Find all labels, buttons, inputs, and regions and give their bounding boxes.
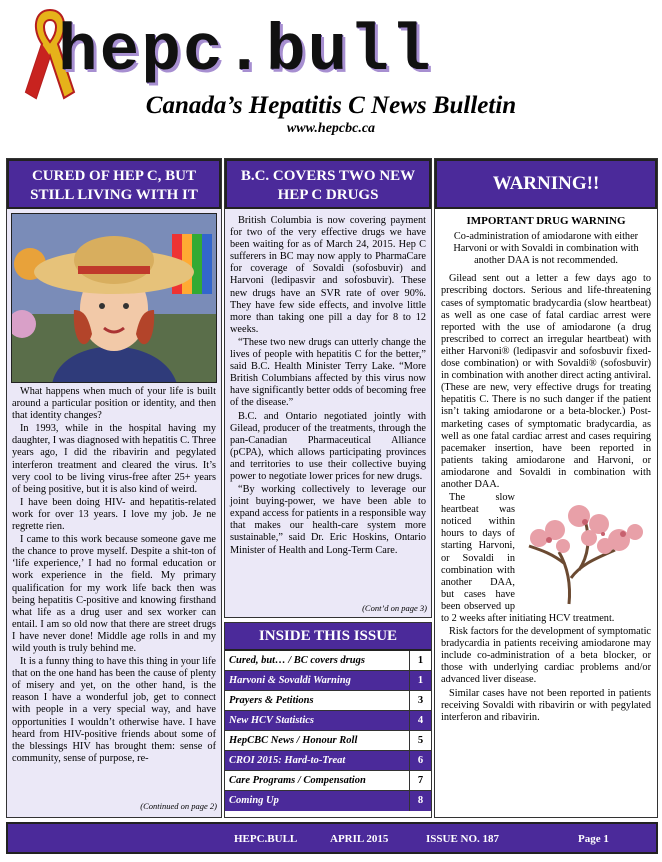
article-bc-para: B.C. and Ontario negotiated jointly with Gilead, producer of the treatments, through the pan-Canadian Pharmaceutical Alliance (pCPA), which allows participating provinces and territories to use their collective buying power to negotiate lower prices for new drugs.: [230, 410, 426, 482]
footer-page: Page 1: [578, 833, 609, 845]
toc-page: 8: [409, 791, 431, 811]
toc-row[interactable]: [225, 751, 431, 771]
footer-name: HEPC.BULL: [234, 833, 298, 845]
article-bc-para: British Columbia is now covering payment for two of the very effective drugs we have been waiting for as of March 24, 2015. Hep C sufferers in BC may now apply to PharmaCare for coverage of Sovaldi (sofosbuvir) and Harvoni (ledipasvir and sofosbuvir). These new drugs have an SVR rate of over 90%. They have few side effects, and involve little more than taking one pill a day for 8 to 12 weeks.: [230, 215, 426, 335]
article-cured-para: It is a funny thing to have this thing in your life that on the one hand has been the cause of plenty of misery and yet, on the other hand, is the reason I have a wonderful job, get to connect with people in a very special way, and have opportunities I wouldn’t otherwise have. I have heard from HIV-positive friends about some of the blessings HIV has brought them: sense of community, sense of purpose, re-: [12, 656, 216, 764]
article-cured-headline: CURED OF HEP C, BUT STILL LIVING WITH IT: [7, 159, 221, 209]
toc-page: 1: [409, 651, 431, 670]
continued-note: (Continued on page 2): [140, 801, 217, 811]
blossom-tree-icon: [519, 494, 651, 606]
article-warning: [434, 158, 658, 818]
article-cured-body: [7, 386, 221, 765]
toc-page: 4: [409, 711, 431, 730]
toc-row[interactable]: [225, 671, 431, 691]
toc-row[interactable]: [225, 651, 431, 671]
article-bc-para: “These two new drugs can utterly change the lives of people with hepatitis C for the better,” said B.C. Health Minister Terry Lake. “More British Columbians affected by this virus now have significantly better odds of becoming free of the disease.”: [230, 336, 426, 409]
toc-label: CROI 2015: Hard-to-Treat: [229, 755, 346, 766]
article-cured-para: I have been doing HIV- and hepatitis-related work for over 13 years. I love my job. Je ne regrette rien.: [12, 496, 216, 533]
warning-subhead: IMPORTANT DRUG WARNING: [466, 215, 626, 227]
toc-page: 1: [409, 671, 431, 690]
warning-lead: Co-administration of amiodarone with either Harvoni or with Sovaldi in combination with another DAA is not recommended.: [453, 231, 639, 267]
footer-issue: ISSUE NO. 187: [426, 833, 500, 845]
toc-page: 7: [409, 771, 431, 790]
footer-date: APRIL 2015: [330, 833, 389, 845]
toc-row[interactable]: [225, 711, 431, 731]
article-warning-headline: WARNING!!: [435, 159, 657, 209]
toc-label: HepCBC News / Honour Roll: [229, 735, 358, 746]
toc-label: New HCV Statistics: [229, 715, 314, 726]
toc-label: Coming Up: [229, 795, 279, 806]
toc-label: Care Programs / Compensation: [229, 775, 366, 786]
toc-row[interactable]: [225, 731, 431, 751]
page-footer: [6, 822, 658, 854]
article-warning-body: [435, 209, 657, 724]
woman-in-sunhat-image: [12, 214, 217, 383]
article-bc-body: [225, 209, 431, 557]
toc-row[interactable]: [225, 691, 431, 711]
article-warning-para: Risk factors for the development of symptomatic bradycardia in patients receiving amiodarone may include co-administration of a beta blocker, or those with underlying cardiac problems and/or advanced liver disease.: [441, 626, 651, 686]
toc-row[interactable]: [225, 771, 431, 791]
toc-label: Harvoni & Sovaldi Warning: [229, 675, 351, 686]
article-bc-covers: [224, 158, 432, 618]
article-bc-headline: B.C. COVERS TWO NEW HEP C DRUGS: [225, 159, 431, 209]
continued-note: (Cont’d on page 3): [362, 603, 427, 613]
toc-page: 6: [409, 751, 431, 770]
article-cured-para: What happens when much of your life is built around a particular position or identity, and then that identity changes?: [12, 386, 216, 422]
article-cured-para: In 1993, while in the hospital having my daughter, I was diagnosed with hepatitis C. Three years ago, I did the ribavirin and pegylated interferon treatment and cleared the virus. It’s very cool to be living virus-free after 25+ years of being positive, but it is also kind of weird.: [12, 423, 216, 495]
inside-this-issue: [224, 622, 432, 818]
masthead-url[interactable]: www.hepcbc.ca: [286, 121, 376, 136]
article-warning-para: Similar cases have not been reported in patients receiving Sovaldi with ribavirin or with pegylated interferon and ribavirin.: [441, 687, 651, 723]
toc-label: Prayers & Petitions: [229, 695, 314, 706]
article-warning-para: The slow heartbeat was noticed within hours to days of starting Harvoni, or Sovaldi in combination with another DAA, but cases have been observed up to 2 weeks after initiating HCV treatment.: [441, 492, 615, 624]
masthead-subtitle: Canada’s Hepatitis C News Bulletin: [145, 92, 517, 119]
masthead-title: hepc.bull: [58, 14, 433, 89]
article-cured: [6, 158, 222, 818]
author-photo: [11, 213, 217, 383]
masthead: [0, 0, 662, 150]
article-bc-para: “By working collectively to leverage our joint buying-power, we have been able to expand access for patients in a responsible way that makes our health-care system more sustainable,” said Dr. Eric Hoskins, Ontario Minister of Health and Long-Term Care.: [230, 484, 426, 556]
inside-title: INSIDE THIS ISSUE: [225, 623, 431, 651]
toc-page: 3: [409, 691, 431, 710]
article-warning-para: Gilead sent out a letter a few days ago to prescribing doctors. Serious and life-threatening cases of symptomatic bradycardia (slow heartbeat) as well as one case of fatal cardiac arrest were reported with the use of amiodarone (a drug prescribed to correct an irregular heartbeat) with either Harvoni® (ledipasvir and sofosbuvir fixed-dose combination) or with Sovaldi® (sofosbuvir) in combination with another direct acting antiviral. (These are new, very effective drugs for treating hepatitis C. There is no such danger if the patient isn’t taking amiodarone or a beta-blocker.) Post-marketing cases of symptomatic bradycardia, as well as one fatal cardiac arrest and cases requiring pacemaker insertion, have been reported in patients taking amiodarone and Harvoni, or amiodarone and Sovaldi in combination with another DAA.: [441, 273, 651, 490]
toc-row[interactable]: [225, 791, 431, 811]
article-cured-para: I came to this work because someone gave me the chance to prove myself. Despite a shit-ton of ‘life experience,’ I had no formal education or work experience in the field. My primary qualification for my work life back then was being hepatitis C-positive and knowing firsthand what life as a drug user and sex worker can entail. I am so old now that there are street drugs I have never done! Middle age rolls in and my wild youth is truly behind me.: [12, 534, 216, 654]
toc-label: Cured, but… / BC covers drugs: [229, 655, 365, 666]
toc-page: 5: [409, 731, 431, 750]
